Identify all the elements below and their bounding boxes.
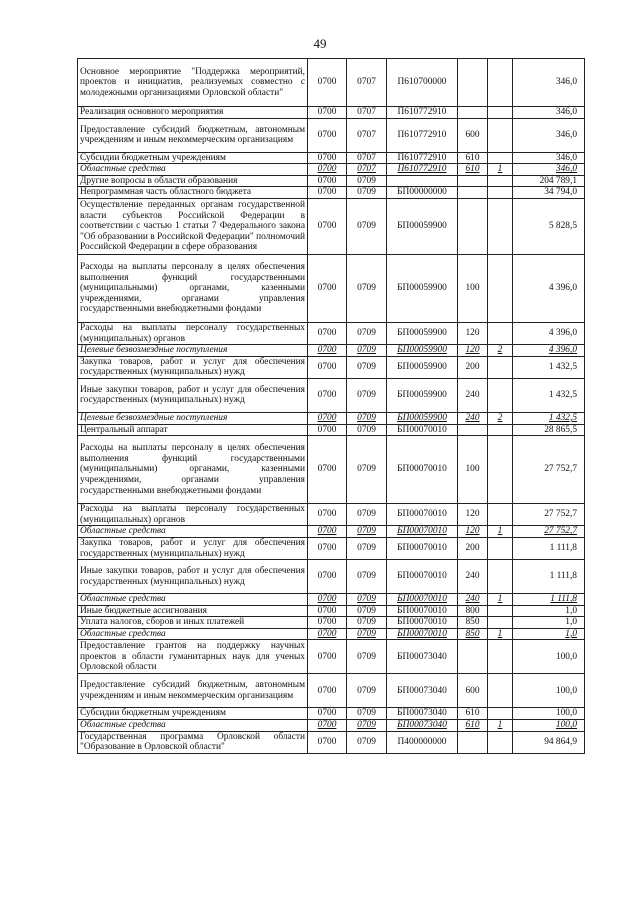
row-amount: 1,0 (513, 628, 585, 640)
page-number: 49 (313, 36, 327, 51)
table-row (78, 708, 585, 720)
row-name: Предоставление субсидий бюджетным, автономным учреждениям и иным некоммерческим организациям (78, 118, 308, 152)
row-name: Уплата налогов, сборов и иных платежей (78, 617, 308, 629)
row-amount: 100,0 (513, 640, 585, 674)
row-amount: 27 752,7 (513, 526, 585, 538)
row-target-code: БП00070010 (387, 526, 458, 538)
row-amount: 346,0 (513, 118, 585, 152)
row-expense-type (458, 640, 488, 674)
row-expense-type: 120 (458, 322, 488, 344)
row-name: Областные средства (78, 720, 308, 732)
table-row (78, 526, 585, 538)
table-row (78, 152, 585, 164)
row-section: 0700 (308, 175, 347, 187)
row-subsection: 0709 (347, 424, 387, 436)
table-row (78, 617, 585, 629)
row-target-code: БП00070010 (387, 424, 458, 436)
row-section: 0700 (308, 594, 347, 606)
row-expense-type: 200 (458, 537, 488, 559)
row-funding-source (488, 107, 513, 119)
row-funding-source (488, 175, 513, 187)
row-funding-source (488, 322, 513, 344)
row-target-code: П610700000 (387, 59, 458, 107)
row-target-code: П610772910 (387, 164, 458, 176)
row-expense-type: 100 (458, 254, 488, 322)
row-funding-source (488, 731, 513, 753)
row-amount: 1 432,5 (513, 378, 585, 412)
table-row (78, 187, 585, 199)
row-name: Расходы на выплаты персоналу в целях обеспечения выполнения функций государственными (муниципальными) органами, казенными учреждениями, органами управления государственными внебюджетными фондами (78, 436, 308, 504)
row-section: 0700 (308, 164, 347, 176)
row-name: Субсидии бюджетным учреждениям (78, 152, 308, 164)
row-amount: 1,0 (513, 617, 585, 629)
row-subsection: 0707 (347, 164, 387, 176)
row-funding-source (488, 378, 513, 412)
table-row (78, 356, 585, 378)
table-row (78, 674, 585, 708)
row-subsection: 0709 (347, 605, 387, 617)
row-funding-source: 1 (488, 526, 513, 538)
row-amount: 5 828,5 (513, 198, 585, 254)
row-subsection: 0709 (347, 254, 387, 322)
row-subsection: 0709 (347, 175, 387, 187)
row-subsection: 0709 (347, 617, 387, 629)
row-name: Расходы на выплаты персоналу государственных (муниципальных) органов (78, 322, 308, 344)
table-row (78, 118, 585, 152)
row-name: Целевые безвозмездные поступления (78, 412, 308, 424)
table-row (78, 322, 585, 344)
row-name: Иные закупки товаров, работ и услуг для обеспечения государственных (муниципальных) нужд (78, 378, 308, 412)
row-target-code (387, 175, 458, 187)
row-target-code: П610772910 (387, 107, 458, 119)
row-expense-type: 610 (458, 152, 488, 164)
table-row (78, 720, 585, 732)
row-subsection: 0709 (347, 322, 387, 344)
row-expense-type (458, 59, 488, 107)
row-funding-source: 1 (488, 594, 513, 606)
row-name: Осуществление переданных органам государственной власти субъектов Российской Федерации в соответствии с частью 1 статьи 7 Федерального закона "Об образовании в Российской Федерации" полномочий Российской Федерации в сфере образования (78, 198, 308, 254)
table-row (78, 164, 585, 176)
row-target-code: П610772910 (387, 118, 458, 152)
row-subsection: 0707 (347, 152, 387, 164)
row-section: 0700 (308, 152, 347, 164)
row-subsection: 0709 (347, 345, 387, 357)
row-funding-source: 1 (488, 164, 513, 176)
row-subsection: 0709 (347, 356, 387, 378)
row-section: 0700 (308, 254, 347, 322)
row-name: Областные средства (78, 594, 308, 606)
row-expense-type: 120 (458, 345, 488, 357)
row-target-code: БП00059900 (387, 412, 458, 424)
row-section: 0700 (308, 537, 347, 559)
row-funding-source (488, 674, 513, 708)
table-row (78, 628, 585, 640)
row-funding-source (488, 537, 513, 559)
row-subsection: 0709 (347, 526, 387, 538)
row-subsection: 0709 (347, 731, 387, 753)
row-expense-type (458, 731, 488, 753)
row-name: Расходы на выплаты персоналу государственных (муниципальных) органов (78, 504, 308, 526)
row-target-code: БП00073040 (387, 708, 458, 720)
row-amount: 100,0 (513, 720, 585, 732)
table-row (78, 254, 585, 322)
row-amount: 1 111,8 (513, 537, 585, 559)
row-section: 0700 (308, 118, 347, 152)
row-section: 0700 (308, 59, 347, 107)
row-funding-source (488, 198, 513, 254)
row-section: 0700 (308, 436, 347, 504)
row-amount: 1 111,8 (513, 560, 585, 594)
budget-table (77, 58, 585, 754)
row-funding-source (488, 254, 513, 322)
row-expense-type: 850 (458, 628, 488, 640)
row-funding-source (488, 640, 513, 674)
table-row (78, 107, 585, 119)
row-target-code: БП00070010 (387, 537, 458, 559)
row-section: 0700 (308, 640, 347, 674)
row-amount: 4 396,0 (513, 345, 585, 357)
table-row (78, 594, 585, 606)
budget-table-body (78, 59, 585, 754)
row-target-code: П400000000 (387, 731, 458, 753)
row-section: 0700 (308, 378, 347, 412)
row-expense-type (458, 424, 488, 436)
row-subsection: 0709 (347, 640, 387, 674)
row-funding-source: 2 (488, 412, 513, 424)
row-amount: 4 396,0 (513, 322, 585, 344)
row-expense-type: 610 (458, 720, 488, 732)
row-funding-source (488, 605, 513, 617)
row-expense-type: 100 (458, 436, 488, 504)
row-name: Расходы на выплаты персоналу в целях обеспечения выполнения функций государственными (муниципальными) органами, казенными учреждениями, органами управления государственными внебюджетными фондами (78, 254, 308, 322)
row-section: 0700 (308, 628, 347, 640)
row-section: 0700 (308, 526, 347, 538)
table-row (78, 731, 585, 753)
row-expense-type: 120 (458, 526, 488, 538)
row-subsection: 0709 (347, 187, 387, 199)
row-funding-source (488, 560, 513, 594)
row-name: Государственная программа Орловской области "Образование в Орловской области" (78, 731, 308, 753)
row-expense-type: 600 (458, 674, 488, 708)
row-amount: 100,0 (513, 708, 585, 720)
row-amount: 1 432,5 (513, 356, 585, 378)
row-target-code: П610772910 (387, 152, 458, 164)
row-section: 0700 (308, 605, 347, 617)
row-section: 0700 (308, 617, 347, 629)
row-subsection: 0709 (347, 198, 387, 254)
row-name: Основное мероприятие "Поддержка мероприятий, проектов и инициатив, реализуемых совместно с молодежными организациями Орловской области" (78, 59, 308, 107)
row-expense-type: 610 (458, 164, 488, 176)
row-expense-type (458, 198, 488, 254)
table-row (78, 537, 585, 559)
row-funding-source (488, 424, 513, 436)
row-section: 0700 (308, 322, 347, 344)
row-amount: 204 789,1 (513, 175, 585, 187)
row-name: Закупка товаров, работ и услуг для обеспечения государственных (муниципальных) нужд (78, 356, 308, 378)
row-target-code: БП00059900 (387, 198, 458, 254)
row-name: Областные средства (78, 526, 308, 538)
row-funding-source: 1 (488, 720, 513, 732)
row-funding-source (488, 436, 513, 504)
table-row (78, 560, 585, 594)
row-section: 0700 (308, 198, 347, 254)
table-row (78, 605, 585, 617)
row-target-code: БП00070010 (387, 628, 458, 640)
row-name: Другие вопросы в области образования (78, 175, 308, 187)
row-section: 0700 (308, 356, 347, 378)
row-amount: 94 864,9 (513, 731, 585, 753)
row-target-code: БП00059900 (387, 378, 458, 412)
row-target-code: БП00000000 (387, 187, 458, 199)
row-amount: 346,0 (513, 107, 585, 119)
row-subsection: 0709 (347, 537, 387, 559)
row-target-code: БП00059900 (387, 322, 458, 344)
row-section: 0700 (308, 708, 347, 720)
table-row (78, 175, 585, 187)
row-amount: 34 794,0 (513, 187, 585, 199)
table-row (78, 424, 585, 436)
row-funding-source (488, 187, 513, 199)
row-section: 0700 (308, 504, 347, 526)
row-funding-source (488, 504, 513, 526)
row-subsection: 0709 (347, 594, 387, 606)
row-section: 0700 (308, 412, 347, 424)
row-section: 0700 (308, 345, 347, 357)
row-subsection: 0709 (347, 560, 387, 594)
row-expense-type: 200 (458, 356, 488, 378)
row-target-code: БП00070010 (387, 605, 458, 617)
row-target-code: БП00059900 (387, 345, 458, 357)
row-target-code: БП00070010 (387, 560, 458, 594)
row-section: 0700 (308, 424, 347, 436)
row-amount: 27 752,7 (513, 504, 585, 526)
row-subsection: 0709 (347, 378, 387, 412)
row-subsection: 0709 (347, 628, 387, 640)
row-name: Субсидии бюджетным учреждениям (78, 708, 308, 720)
row-target-code: БП00059900 (387, 254, 458, 322)
row-name: Реализация основного мероприятия (78, 107, 308, 119)
row-name: Предоставление субсидий бюджетным, автономным учреждениям и иным некоммерческим организациям (78, 674, 308, 708)
row-target-code: БП00070010 (387, 504, 458, 526)
row-expense-type: 240 (458, 378, 488, 412)
row-name: Непрограммная часть областного бюджета (78, 187, 308, 199)
row-expense-type: 800 (458, 605, 488, 617)
row-subsection: 0707 (347, 107, 387, 119)
row-amount: 1 111,8 (513, 594, 585, 606)
row-expense-type (458, 107, 488, 119)
row-expense-type (458, 175, 488, 187)
row-target-code: БП00073040 (387, 640, 458, 674)
row-section: 0700 (308, 187, 347, 199)
row-subsection: 0709 (347, 504, 387, 526)
row-amount: 100,0 (513, 674, 585, 708)
row-expense-type: 600 (458, 118, 488, 152)
table-row (78, 345, 585, 357)
row-funding-source (488, 152, 513, 164)
table-row (78, 412, 585, 424)
row-expense-type: 240 (458, 412, 488, 424)
row-funding-source: 2 (488, 345, 513, 357)
row-subsection: 0707 (347, 118, 387, 152)
row-name: Предоставление грантов на поддержку научных проектов в области гуманитарных наук для ученых Орловской области (78, 640, 308, 674)
row-subsection: 0709 (347, 708, 387, 720)
row-amount: 1 432,5 (513, 412, 585, 424)
row-amount: 27 752,7 (513, 436, 585, 504)
row-section: 0700 (308, 720, 347, 732)
row-amount: 346,0 (513, 152, 585, 164)
row-amount: 4 396,0 (513, 254, 585, 322)
row-subsection: 0709 (347, 436, 387, 504)
row-funding-source (488, 617, 513, 629)
row-amount: 1,0 (513, 605, 585, 617)
row-funding-source: 1 (488, 628, 513, 640)
row-name: Целевые безвозмездные поступления (78, 345, 308, 357)
row-target-code: БП00073040 (387, 674, 458, 708)
table-row (78, 198, 585, 254)
row-name: Иные бюджетные ассигнования (78, 605, 308, 617)
row-target-code: БП00070010 (387, 436, 458, 504)
row-name: Закупка товаров, работ и услуг для обеспечения государственных (муниципальных) нужд (78, 537, 308, 559)
row-section: 0700 (308, 674, 347, 708)
row-expense-type: 610 (458, 708, 488, 720)
row-target-code: БП00073040 (387, 720, 458, 732)
row-section: 0700 (308, 731, 347, 753)
table-row (78, 59, 585, 107)
row-target-code: БП00059900 (387, 356, 458, 378)
row-expense-type: 240 (458, 594, 488, 606)
row-name: Областные средства (78, 164, 308, 176)
row-amount: 346,0 (513, 59, 585, 107)
table-row (78, 504, 585, 526)
row-funding-source (488, 118, 513, 152)
row-amount: 346,0 (513, 164, 585, 176)
row-expense-type: 120 (458, 504, 488, 526)
table-row (78, 436, 585, 504)
row-name: Областные средства (78, 628, 308, 640)
row-target-code: БП00070010 (387, 594, 458, 606)
table-row (78, 640, 585, 674)
row-subsection: 0709 (347, 720, 387, 732)
row-expense-type (458, 187, 488, 199)
row-target-code: БП00070010 (387, 617, 458, 629)
table-row (78, 378, 585, 412)
row-section: 0700 (308, 107, 347, 119)
row-subsection: 0707 (347, 59, 387, 107)
row-name: Центральный аппарат (78, 424, 308, 436)
row-funding-source (488, 708, 513, 720)
row-name: Иные закупки товаров, работ и услуг для обеспечения государственных (муниципальных) нужд (78, 560, 308, 594)
row-subsection: 0709 (347, 412, 387, 424)
row-subsection: 0709 (347, 674, 387, 708)
row-expense-type: 850 (458, 617, 488, 629)
row-funding-source (488, 356, 513, 378)
row-expense-type: 240 (458, 560, 488, 594)
row-amount: 28 865,5 (513, 424, 585, 436)
row-funding-source (488, 59, 513, 107)
row-section: 0700 (308, 560, 347, 594)
